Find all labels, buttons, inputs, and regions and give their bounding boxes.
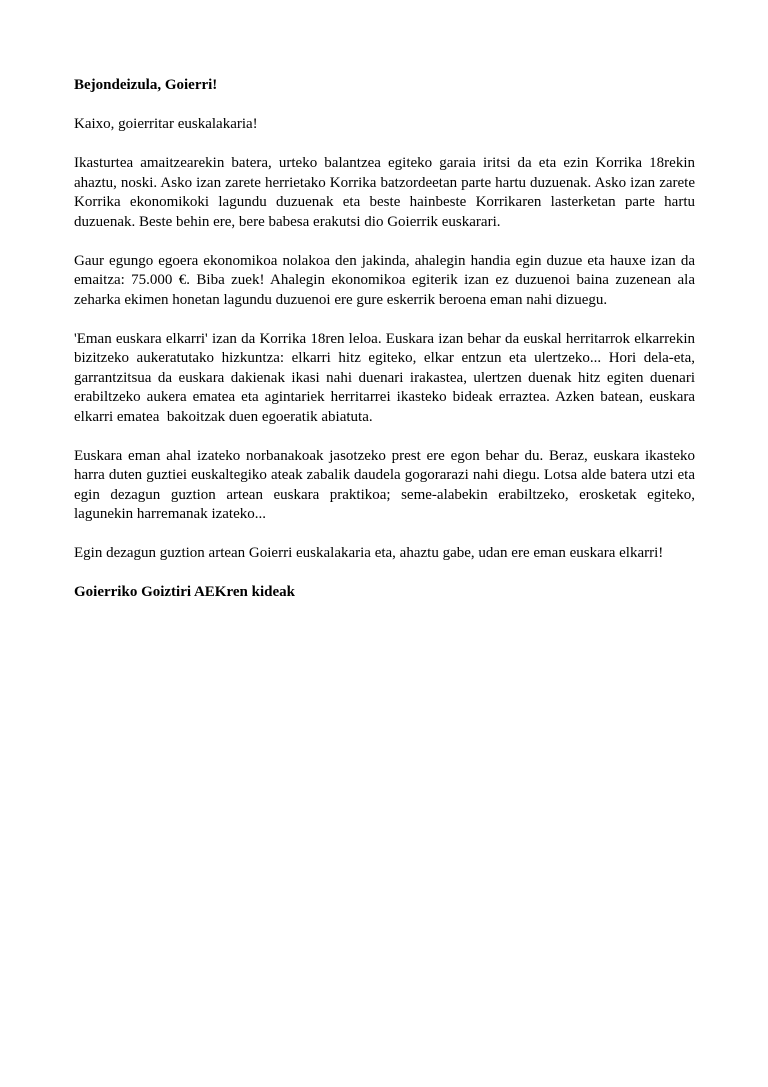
paragraph-2: Gaur egungo egoera ekonomikoa nolakoa den jakinda, ahalegin handia egin duzue eta hauxe izan da emaitza: 75.000 €. Biba zuek! Ahalegin ekonomikoa egiterik izan ez duzuenoi baina zuzenean ala zeharka ekimen honetan lagundu duzuenoi ere gure eskerrik beroena eman nahi dizuegu. [74, 252, 699, 308]
letter-body [74, 76, 699, 622]
paragraph-5: Egin dezagun guztion artean Goierri euskalakaria eta, ahaztu gabe, udan ere eman euskara elkarri! [74, 545, 664, 561]
paragraph-4: Euskara eman ahal izateko norbanakoak jasotzeko prest ere egon behar du. Beraz, euskara ikasteko harra duten guztiei euskaltegiko ateak zabalik daudela gogorarazi nahi diegu. Lotsa alde batera utzi eta egin dezagun guztion artean euskara praktikoa; seme-alabekin erabiltzeko, erosketak egiteko, lagunekin harremanak izateko... [74, 447, 699, 522]
paragraph-1: Ikasturtea amaitzearekin batera, urteko balantzea egiteko garaia iritsi da eta ezin Korrika 18rekin ahaztu, noski. Asko izan zarete herrietako Korrika batzordeetan parte hartu duzuenak. Asko izan zarete Korrika ekonomikoki lagundu duzuenak eta beste hainbeste Korrikaren lasterketan parte hartu duzuenak. Beste behin ere, bere babesa erakutsi dio Goierrik euskarari. [74, 155, 699, 230]
letter-greeting: Kaixo, goierritar euskalakaria! [74, 116, 258, 132]
letter-signature: Goierriko Goiztiri AEKren kideak [74, 584, 295, 600]
letter-heading: Bejondeizula, Goierri! [74, 77, 218, 93]
paragraph-3: 'Eman euskara elkarri' izan da Korrika 18ren leloa. Euskara izan behar da euskal herritarrok elkarrekin bizitzeko aukeratutako hizkuntza: elkarri hitz egiteko, elkar entzun eta ulertzeko... Hori dela-eta, garrantzitsua da euskara dakienak ikasi nahi duenari irakastea, ulertzen duenak hitz egiten duenari erabiltzeko aukera ematea eta agintariek herritarrei ikasteko bideak erraztea. Azken batean, euskara elkarri ematea bakoitzak duen egoeratik abiatuta. [74, 330, 699, 425]
